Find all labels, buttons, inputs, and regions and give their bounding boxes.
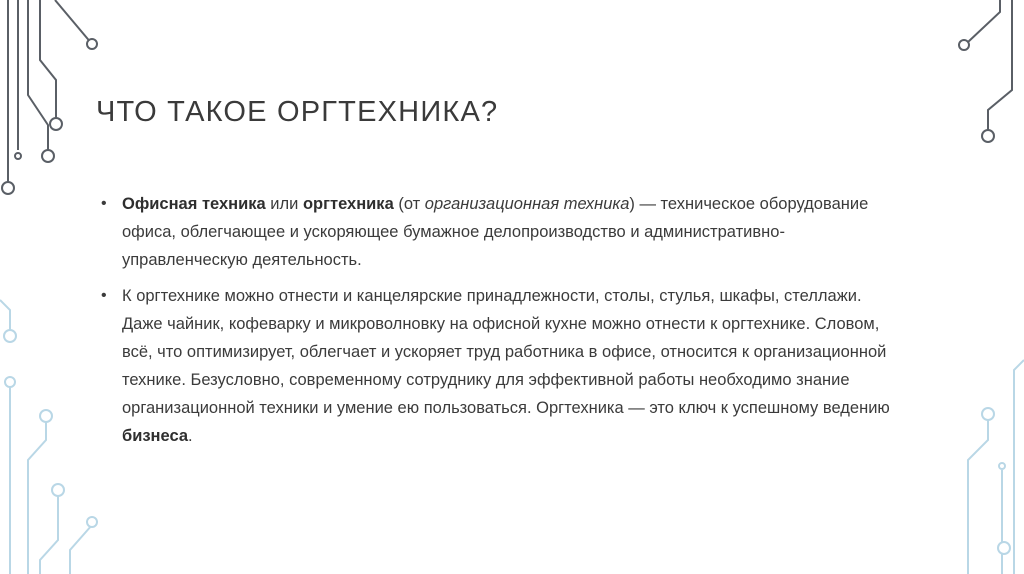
text-part: (от bbox=[393, 195, 425, 213]
slide-content bbox=[100, 190, 900, 458]
bullet-glyph: • bbox=[101, 195, 107, 212]
bullet-glyph: • bbox=[101, 287, 107, 304]
circuit-top-right bbox=[959, 0, 1012, 142]
bullet-item-1 bbox=[100, 190, 900, 274]
term-business: бизнеса bbox=[122, 427, 189, 445]
text-part: или bbox=[265, 195, 303, 213]
circuit-bottom-right bbox=[968, 360, 1024, 574]
circuit-bottom-left bbox=[0, 300, 97, 574]
term-orgtechnika: оргтехника bbox=[302, 195, 394, 213]
term-organizational-technique: организационная техника bbox=[424, 195, 630, 213]
circuit-top-left bbox=[2, 0, 97, 194]
text-part: ) — техническое оборудование офиса, облегчающее и ускоряющее бумажное делопроизводство и административно-управленческую деятельность. bbox=[122, 195, 869, 269]
text-part: К оргтехнике можно отнести и канцелярские принадлежности, столы, стулья, шкафы, стеллажи. Даже чайник, кофеварку и микроволновку на офисной кухне можно отнести к оргтехнике. Словом, всё, что оптимизирует, облегчает и ускоряет труд работника в офисе, относится к организационной технике. Безусловно, современному сотруднику для эффективной работы необходимо знание организационной техники и умение ею пользоваться. Оргтехника — это ключ к успешному ведению bbox=[122, 287, 890, 417]
term-office-equipment: Офисная техника bbox=[122, 195, 266, 213]
slide-title: ЧТО ТАКОЕ ОРГТЕХНИКА? bbox=[96, 96, 499, 128]
bullet-item-2 bbox=[100, 282, 900, 450]
text-part: . bbox=[188, 427, 193, 445]
